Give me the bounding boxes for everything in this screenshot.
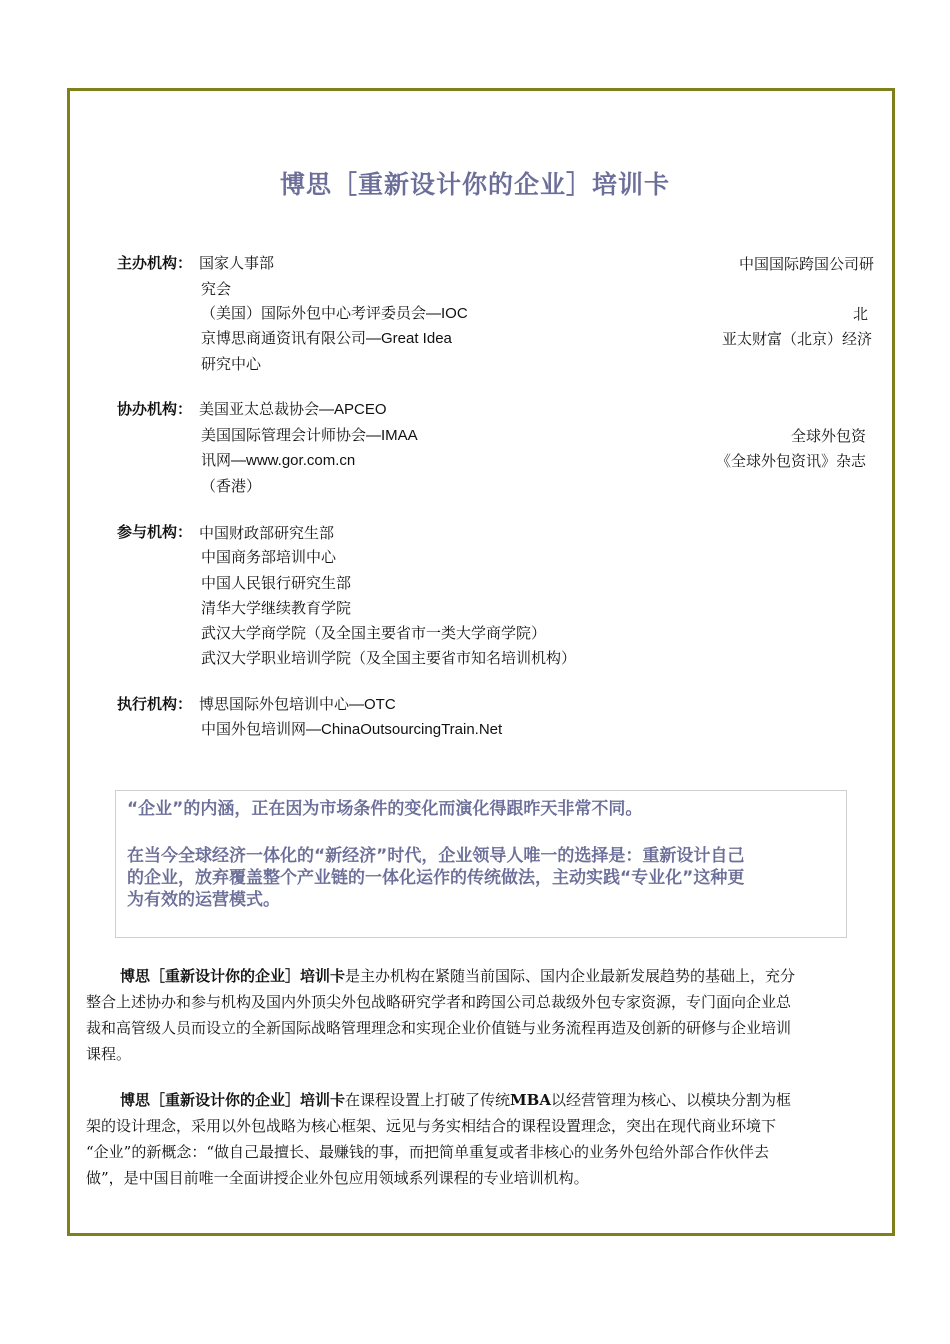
paragraph-text: 在课程设置上打破了传统 xyxy=(345,1091,511,1109)
intro-paragraph-2 xyxy=(86,1087,876,1191)
organizers-line-3: （美国）国际外包中心考评委员会—IOC xyxy=(201,305,468,322)
quote-line-1: “企业”的内涵，正在因为市场条件的变化而演化得跟昨天非常不同。 xyxy=(127,799,643,819)
brand-name: 博思［重新设计你的企业］培训卡 xyxy=(120,1091,346,1109)
participants-label: 参与机构： xyxy=(117,524,193,541)
paragraph-text: “企业”的新概念：“做自己最擅长、最赚钱的事，而把简单重复或者非核心的业务外包给外部合作伙伴去 xyxy=(86,1143,770,1161)
organizers-line-2: 究会 xyxy=(201,280,232,298)
co-organizers-line-3: 讯网—www.gor.com.cn xyxy=(201,452,356,469)
quote-para-2-line-2: 的企业，放弃覆盖整个产业链的一体化运作的传统做法，主动实践“专业化”这种更 xyxy=(127,868,745,888)
organizers-line-1-right: 中国国际跨国公司研 xyxy=(738,255,874,273)
participant-item: 清华大学继续教育学院 xyxy=(201,599,352,617)
organizers-line-1: 国家人事部 xyxy=(199,255,275,272)
co-organizers-line-4: （香港） xyxy=(201,477,262,495)
organizers-line-5: 研究中心 xyxy=(201,355,262,373)
page-title: 博思［重新设计你的企业］培训卡 xyxy=(279,170,670,199)
organizers-label: 主办机构： xyxy=(117,255,193,272)
brand-name: 博思［重新设计你的企业］培训卡 xyxy=(120,967,346,985)
paragraph-text: 整合上述协办和参与机构及国内外顶尖外包战略研究学者和跨国公司总裁级外包专家资源，专门面向企业总 xyxy=(86,993,792,1011)
paragraph-text: 裁和高管级人员而设立的全新国际战略管理理念和实现企业价值链与业务流程再造及创新的研修与企业培训 xyxy=(86,1019,792,1037)
organizers-line-3-right: 北 xyxy=(852,305,868,323)
organizers-line-4-right: 亚太财富（北京）经济 xyxy=(721,330,872,348)
paragraph-text: 做”，是中国目前唯一全面讲授企业外包应用领域系列课程的专业培训机构。 xyxy=(86,1169,589,1187)
co-organizers-label: 协办机构： xyxy=(117,401,193,418)
participant-item: 中国人民银行研究生部 xyxy=(201,574,352,592)
participant-item: 武汉大学职业培训学院（及全国主要省市知名培训机构） xyxy=(201,649,577,667)
paragraph-text: 以经营管理为核心、以模块分割为框 xyxy=(550,1091,791,1109)
quote-para-2-line-3: 为有效的运营模式。 xyxy=(127,890,280,910)
participant-item: 武汉大学商学院（及全国主要省市一类大学商学院） xyxy=(201,624,547,642)
executors-line-1: 博思国际外包培训中心—OTC xyxy=(199,696,396,713)
executors-label: 执行机构： xyxy=(117,696,193,713)
paragraph-text: 课程。 xyxy=(86,1045,132,1063)
participant-item: 中国商务部培训中心 xyxy=(201,549,337,566)
co-organizers-line-3-right: 《全球外包资讯》杂志 xyxy=(715,452,866,470)
quote-para-2-line-1: 在当今全球经济一体化的“新经济”时代，企业领导人唯一的选择是：重新设计自己 xyxy=(127,846,745,866)
executors-line-2: 中国外包培训网—ChinaOutsourcingTrain.Net xyxy=(201,721,503,738)
intro-paragraph-1 xyxy=(86,963,876,1067)
co-organizers-line-1: 美国亚太总裁协会—APCEO xyxy=(199,401,387,418)
mba-text: MBA xyxy=(510,1091,551,1109)
co-organizers-line-2: 美国国际管理会计师协会—IMAA xyxy=(201,427,418,444)
paragraph-text: 架的设计理念，采用以外包战略为核心框架、远见与务实相结合的课程设置理念，突出在现代商业环境下 xyxy=(86,1117,777,1135)
paragraph-text: 是主办机构在紧随当前国际、国内企业最新发展趋势的基础上，充分 xyxy=(345,967,796,985)
participant-item: 中国财政部研究生部 xyxy=(199,524,335,542)
organizers-line-4: 京博思商通资讯有限公司—Great Idea xyxy=(201,330,452,347)
co-organizers-line-2-right: 全球外包资 xyxy=(790,427,866,445)
